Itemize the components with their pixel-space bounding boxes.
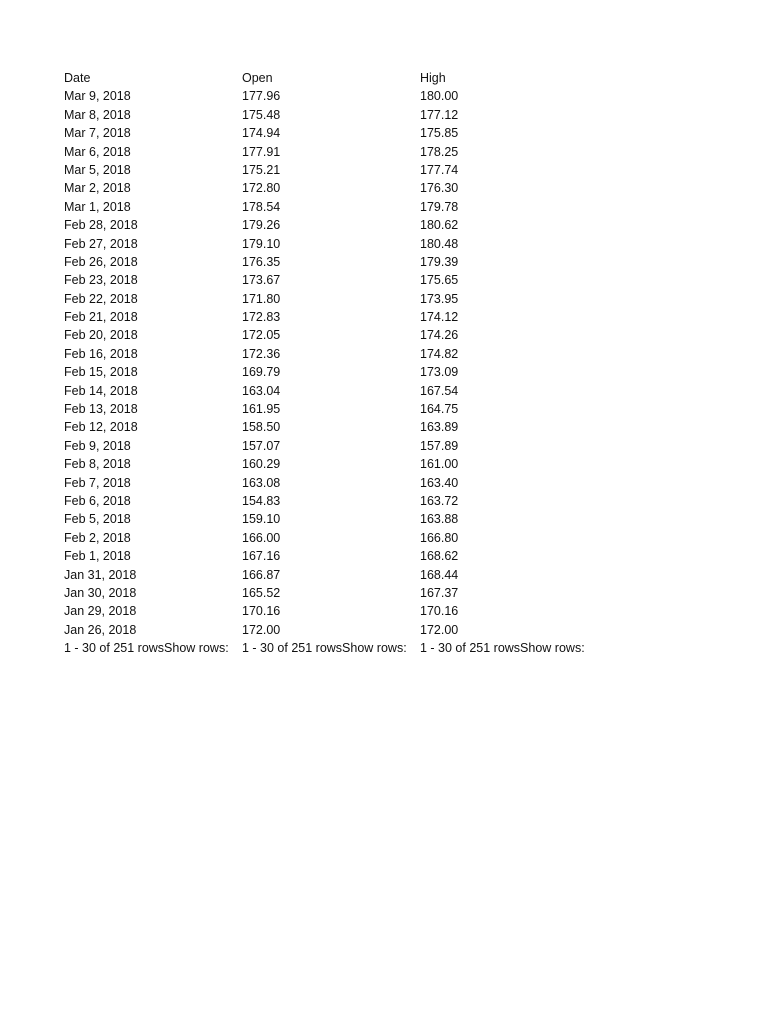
table-row [64, 161, 620, 179]
high-cell: 163.88 [420, 512, 459, 527]
date-cell: Mar 6, 2018 [64, 144, 131, 159]
date-cell: Mar 5, 2018 [64, 162, 131, 177]
header-high: High [420, 71, 446, 85]
table-row [64, 437, 620, 455]
table-row [64, 106, 620, 124]
header-date: Date [64, 71, 91, 85]
high-cell: 175.85 [420, 126, 459, 141]
table-row [64, 87, 620, 105]
table-row [64, 621, 620, 639]
high-cell: 164.75 [420, 402, 459, 417]
header-open: Open [242, 71, 273, 85]
table-row [64, 345, 620, 363]
header-row [64, 69, 620, 87]
open-cell: 165.52 [242, 585, 281, 600]
high-cell: 173.09 [420, 365, 459, 380]
date-cell: Mar 2, 2018 [64, 181, 131, 196]
table-row [64, 492, 620, 510]
table-row [64, 198, 620, 216]
open-cell: 172.83 [242, 310, 281, 325]
table-row [64, 455, 620, 473]
open-cell: 161.95 [242, 402, 281, 417]
data-table [64, 69, 620, 658]
date-cell: Feb 28, 2018 [64, 218, 138, 233]
date-cell: Jan 29, 2018 [64, 604, 137, 619]
open-cell: 177.91 [242, 144, 281, 159]
open-cell: 173.67 [242, 273, 281, 288]
date-cell: Feb 22, 2018 [64, 291, 138, 306]
high-cell: 179.78 [420, 199, 459, 214]
table-row [64, 529, 620, 547]
table-row [64, 308, 620, 326]
high-cell: 163.40 [420, 475, 459, 490]
date-cell: Feb 16, 2018 [64, 346, 138, 361]
table-row [64, 584, 620, 602]
date-cell: Feb 2, 2018 [64, 530, 131, 545]
date-cell: Feb 8, 2018 [64, 457, 131, 472]
open-cell: 163.04 [242, 383, 281, 398]
open-cell: 169.79 [242, 365, 281, 380]
high-cell: 170.16 [420, 604, 459, 619]
date-cell: Feb 14, 2018 [64, 383, 138, 398]
high-cell: 174.26 [420, 328, 459, 343]
high-cell: 180.00 [420, 89, 459, 104]
table-row [64, 547, 620, 565]
table-row [64, 602, 620, 620]
date-cell: Feb 21, 2018 [64, 310, 138, 325]
open-cell: 176.35 [242, 254, 281, 269]
high-cell: 180.48 [420, 236, 459, 251]
high-cell: 163.89 [420, 420, 459, 435]
date-cell: Mar 8, 2018 [64, 107, 131, 122]
open-cell: 167.16 [242, 549, 281, 564]
date-cell: Mar 9, 2018 [64, 89, 131, 104]
date-cell: Feb 9, 2018 [64, 438, 131, 453]
open-cell: 166.00 [242, 530, 281, 545]
date-cell: Jan 26, 2018 [64, 622, 137, 637]
open-cell: 166.87 [242, 567, 281, 582]
date-cell: Jan 31, 2018 [64, 567, 137, 582]
date-cell: Feb 23, 2018 [64, 273, 138, 288]
open-cell: 159.10 [242, 512, 281, 527]
table-row [64, 566, 620, 584]
high-cell: 174.82 [420, 346, 459, 361]
date-cell: Mar 7, 2018 [64, 126, 131, 141]
open-cell: 172.00 [242, 622, 281, 637]
high-cell: 180.62 [420, 218, 459, 233]
date-cell: Feb 13, 2018 [64, 402, 138, 417]
high-cell: 167.54 [420, 383, 459, 398]
high-cell: 174.12 [420, 310, 459, 325]
open-cell: 172.80 [242, 181, 281, 196]
date-cell: Feb 20, 2018 [64, 328, 138, 343]
date-cell: Jan 30, 2018 [64, 585, 137, 600]
open-cell: 175.48 [242, 107, 281, 122]
table-row [64, 179, 620, 197]
footer-open: 1 - 30 of 251 rowsShow rows: [242, 641, 407, 656]
table-row [64, 326, 620, 344]
open-cell: 172.36 [242, 346, 281, 361]
high-cell: 177.74 [420, 162, 459, 177]
table-row [64, 216, 620, 234]
high-cell: 157.89 [420, 438, 459, 453]
high-cell: 177.12 [420, 107, 459, 122]
high-cell: 173.95 [420, 291, 459, 306]
table-row [64, 382, 620, 400]
open-cell: 175.21 [242, 162, 281, 177]
footer-row [64, 639, 620, 657]
date-cell: Feb 1, 2018 [64, 549, 131, 564]
high-cell: 166.80 [420, 530, 459, 545]
high-cell: 179.39 [420, 254, 459, 269]
date-cell: Mar 1, 2018 [64, 199, 131, 214]
open-cell: 163.08 [242, 475, 281, 490]
open-cell: 154.83 [242, 493, 281, 508]
open-cell: 177.96 [242, 89, 281, 104]
open-cell: 170.16 [242, 604, 281, 619]
open-cell: 171.80 [242, 291, 281, 306]
open-cell: 178.54 [242, 199, 281, 214]
table-body [64, 87, 620, 639]
footer-date: 1 - 30 of 251 rowsShow rows: [64, 641, 229, 656]
table-row [64, 418, 620, 436]
high-cell: 176.30 [420, 181, 459, 196]
table-row [64, 271, 620, 289]
high-cell: 178.25 [420, 144, 459, 159]
high-cell: 172.00 [420, 622, 459, 637]
table-row [64, 510, 620, 528]
open-cell: 172.05 [242, 328, 281, 343]
date-cell: Feb 27, 2018 [64, 236, 138, 251]
high-cell: 167.37 [420, 585, 459, 600]
high-cell: 175.65 [420, 273, 459, 288]
date-cell: Feb 15, 2018 [64, 365, 138, 380]
table-row [64, 290, 620, 308]
date-cell: Feb 12, 2018 [64, 420, 138, 435]
table-row [64, 474, 620, 492]
high-cell: 163.72 [420, 493, 459, 508]
table-row [64, 253, 620, 271]
open-cell: 179.26 [242, 218, 281, 233]
high-cell: 161.00 [420, 457, 459, 472]
open-cell: 158.50 [242, 420, 281, 435]
date-cell: Feb 6, 2018 [64, 493, 131, 508]
table-row [64, 235, 620, 253]
table-row [64, 400, 620, 418]
open-cell: 179.10 [242, 236, 281, 251]
date-cell: Feb 5, 2018 [64, 512, 131, 527]
high-cell: 168.44 [420, 567, 459, 582]
table-row [64, 124, 620, 142]
table-row [64, 143, 620, 161]
high-cell: 168.62 [420, 549, 459, 564]
open-cell: 157.07 [242, 438, 281, 453]
open-cell: 160.29 [242, 457, 281, 472]
table-row [64, 363, 620, 381]
date-cell: Feb 26, 2018 [64, 254, 138, 269]
date-cell: Feb 7, 2018 [64, 475, 131, 490]
footer-high: 1 - 30 of 251 rowsShow rows: [420, 641, 585, 656]
open-cell: 174.94 [242, 126, 281, 141]
